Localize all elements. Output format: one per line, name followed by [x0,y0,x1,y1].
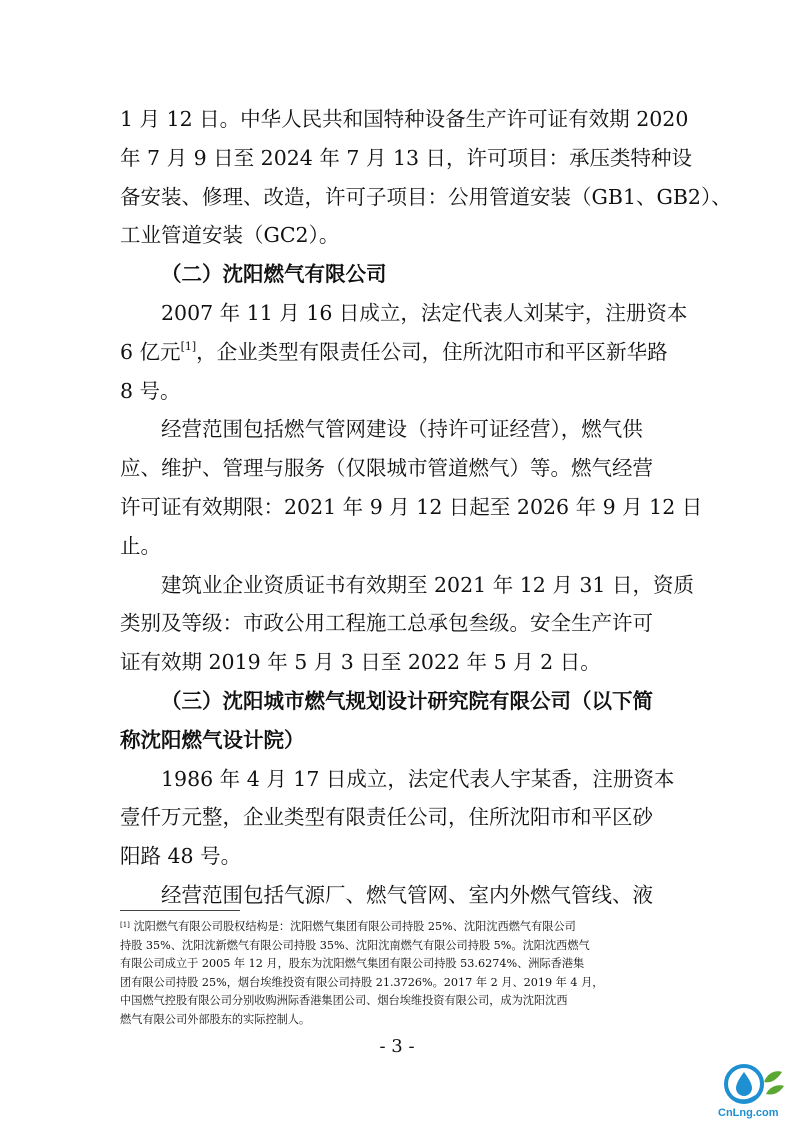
text-line: 经营范围包括气源厂、燃气管网、室内外燃气管线、液 [161,882,653,907]
water-drop-logo-icon [712,1060,788,1120]
text-line: 应、维护、管理与服务（仅限城市管道燃气）等。燃气经营 [120,456,653,481]
section-heading: （三）沈阳城市燃气规划设计研究院有限公司（以下简 [161,688,653,713]
footnote-mark: [1] [120,921,130,929]
page-number: - 3 - [379,1036,415,1057]
text-line: 经营范围包括燃气管网建设（持许可证经营），燃气供 [161,417,643,442]
footnote-reference[interactable]: [1] [180,339,197,353]
text-line: 年 7 月 9 日至 2024 年 7 月 13 日，许可项目：承压类特种设 [120,145,693,170]
section-heading: （二）沈阳燃气有限公司 [161,262,387,287]
text-line: 8 号。 [120,378,181,403]
text-line: 1 月 12 日。中华人民共和国特种设备生产许可证有效期 2020 [120,107,689,131]
footnote-line: 燃气有限公司外部股东的实际控制人。 [120,1012,311,1026]
footnote-divider [120,910,240,911]
text-fragment: ，企业类型有限责任公司，住所沈阳市和平区新华路 [196,339,668,364]
footnote-line: 持股 35%、沈阳沈新燃气有限公司持股 35%、沈阳沈南燃气有限公司持股 5%。沈阳沈西燃气 [120,938,590,952]
footnote-line: 团有限公司持股 25%，烟台埃维投资有限公司持股 21.3726%。2017 年 2 月、2019 年 4 月， [120,975,604,989]
text-fragment: 6 亿元 [120,339,181,364]
text-fragment: 沈阳燃气有限公司股权结构是：沈阳燃气集团有限公司持股 25%、沈阳沈西燃气有限公司 [133,920,576,933]
text-line: 许可证有效期限：2021 年 9 月 12 日起至 2026 年 9 月 12 日 [120,494,703,519]
text-line: 1986 年 4 月 17 日成立，法定代表人宇某香，注册资本 [161,766,675,791]
text-line: 壹仟万元整，企业类型有限责任公司，住所沈阳市和平区砂 [120,805,653,830]
section-heading: 称沈阳燃气设计院） [120,727,305,752]
body-text [120,100,732,915]
text-line: 2007 年 11 月 16 日成立，法定代表人刘某宇，注册资本 [161,300,688,325]
text-line: 止。 [120,533,161,558]
text-line: 建筑业企业资质证书有效期至 2021 年 12 月 31 日，资质 [161,572,694,597]
text-line: 备安装、修理、改造，许可子项目：公用管道安装（GB1、GB2）、 [120,184,732,209]
text-line: 证有效期 2019 年 5 月 3 日至 2022 年 5 月 2 日。 [120,650,601,675]
footnote [120,916,690,1030]
footnote-line [120,916,690,937]
text-line: 类别及等级：市政公用工程施工总承包叁级。安全生产许可 [120,611,653,636]
text-line: 工业管道安装（GC2）。 [120,223,340,248]
logo-text: CnLng.com [718,1107,779,1119]
text-line [120,333,682,372]
footnote-line: 有限公司成立于 2005 年 12 月，股东为沈阳燃气集团有限公司持股 53.6274%、洲际香港集 [120,957,585,971]
text-line: 阳路 48 号。 [120,844,242,869]
footnote-line: 中国燃气控股有限公司分别收购洲际香港集团公司、烟台埃维投资有限公司，成为沈阳沈西 [120,994,568,1008]
